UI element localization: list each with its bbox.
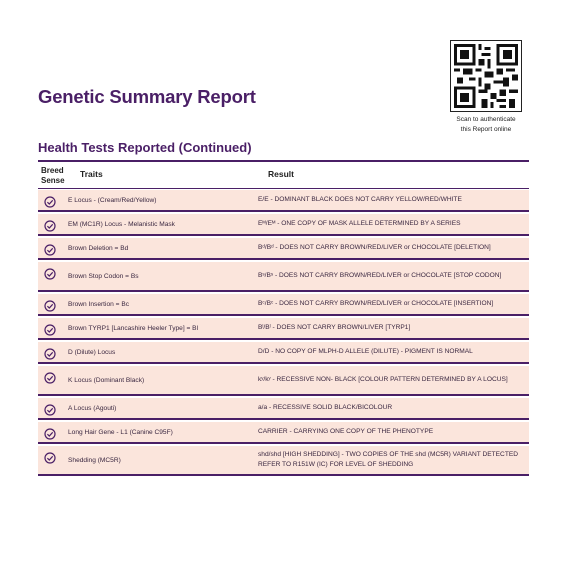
trait-cell: EM (MC1R) Locus - Melanistic Mask	[68, 220, 175, 228]
section-divider	[38, 160, 529, 162]
table-row	[38, 398, 529, 420]
column-header-result: Result	[268, 169, 294, 179]
trait-cell: Brown Insertion = Bc	[68, 300, 130, 308]
table-row	[38, 262, 529, 292]
check-circle-icon	[44, 452, 56, 464]
result-cell: Bˢ/Bˢ - DOES NOT CARRY BROWN/RED/LIVER or CHOCOLATE [STOP CODON]	[258, 272, 502, 279]
trait-cell: E Locus - (Cream/Red/Yellow)	[68, 196, 157, 204]
qr-caption	[448, 115, 524, 135]
table-row	[38, 294, 529, 316]
result-cell: Eᴹ/Eᴹ - ONE COPY OF MASK ALLELE DETERMINED BY A SERIES	[258, 220, 461, 227]
result-cell: a/a - RECESSIVE SOLID BLACK/BICOLOUR	[258, 404, 393, 411]
breed-sense-line2: Sense	[41, 176, 65, 185]
result-cell: shd/shd [HIGH SHEDDING] - TWO COPIES OF THE shd (MC5R) VARIANT DETECTED REFER TO R151W (IC) FOR LEVEL OF SHEDDING	[258, 451, 519, 468]
check-circle-icon	[44, 220, 56, 232]
check-circle-icon	[44, 428, 56, 440]
table-row	[38, 214, 529, 236]
trait-cell: A Locus (Agouti)	[68, 404, 117, 412]
health-tests-table	[38, 190, 529, 478]
qr-code-icon[interactable]	[450, 40, 522, 112]
check-circle-icon	[44, 196, 56, 208]
check-circle-icon	[44, 268, 56, 280]
result-cell: kʸ/kʸ - RECESSIVE NON- BLACK [COLOUR PATTERN DETERMINED BY A LOCUS]	[258, 376, 508, 383]
qr-caption-line2: this Report online	[460, 126, 512, 133]
trait-cell: Brown Stop Codon = Bs	[68, 272, 139, 280]
column-header-breed-sense	[41, 166, 65, 186]
report-title: Genetic Summary Report	[38, 86, 256, 107]
qr-authenticate[interactable]	[448, 40, 524, 135]
trait-cell: Shedding (MC5R)	[68, 456, 121, 464]
qr-caption-line1: Scan to authenticate	[456, 116, 516, 123]
trait-cell: Long Hair Gene - L1 (Canine C95F)	[68, 428, 173, 436]
result-cell: D/D - NO COPY OF MLPH-D ALLELE (DILUTE) - PIGMENT IS NORMAL	[258, 348, 473, 355]
table-row	[38, 422, 529, 444]
check-circle-icon	[44, 372, 56, 384]
trait-cell: K Locus (Dominant Black)	[68, 376, 145, 384]
table-row	[38, 318, 529, 340]
table-row	[38, 366, 529, 396]
table-row	[38, 446, 529, 476]
column-header-traits: Traits	[80, 169, 103, 179]
section-title: Health Tests Reported (Continued)	[38, 140, 252, 155]
check-circle-icon	[44, 324, 56, 336]
result-cell: Bᵈ/Bᵈ - DOES NOT CARRY BROWN/RED/LIVER or CHOCOLATE [DELETION]	[258, 244, 491, 251]
check-circle-icon	[44, 300, 56, 312]
result-cell: CARRIER - CARRYING ONE COPY OF THE PHENOTYPE	[258, 428, 434, 435]
result-cell: E/E - DOMINANT BLACK DOES NOT CARRY YELLOW/RED/WHITE	[258, 196, 462, 203]
trait-cell: D (Dilute) Locus	[68, 348, 116, 356]
result-cell: Bᶜ/Bᶜ - DOES NOT CARRY BROWN/RED/LIVER or CHOCOLATE [INSERTION]	[258, 300, 494, 307]
table-row	[38, 238, 529, 260]
table-row	[38, 190, 529, 212]
check-circle-icon	[44, 404, 56, 416]
trait-cell: Brown TYRP1 [Lancashire Heeler Type] = Bl	[68, 324, 199, 332]
check-circle-icon	[44, 244, 56, 256]
trait-cell: Brown Deletion = Bd	[68, 244, 129, 252]
table-header	[38, 164, 529, 188]
result-cell: Bˡ/Bˡ - DOES NOT CARRY BROWN/LIVER [TYRP1]	[258, 324, 411, 331]
breed-sense-line1: Breed	[41, 166, 64, 175]
table-row	[38, 342, 529, 364]
check-circle-icon	[44, 348, 56, 360]
table-header-divider	[38, 188, 529, 189]
